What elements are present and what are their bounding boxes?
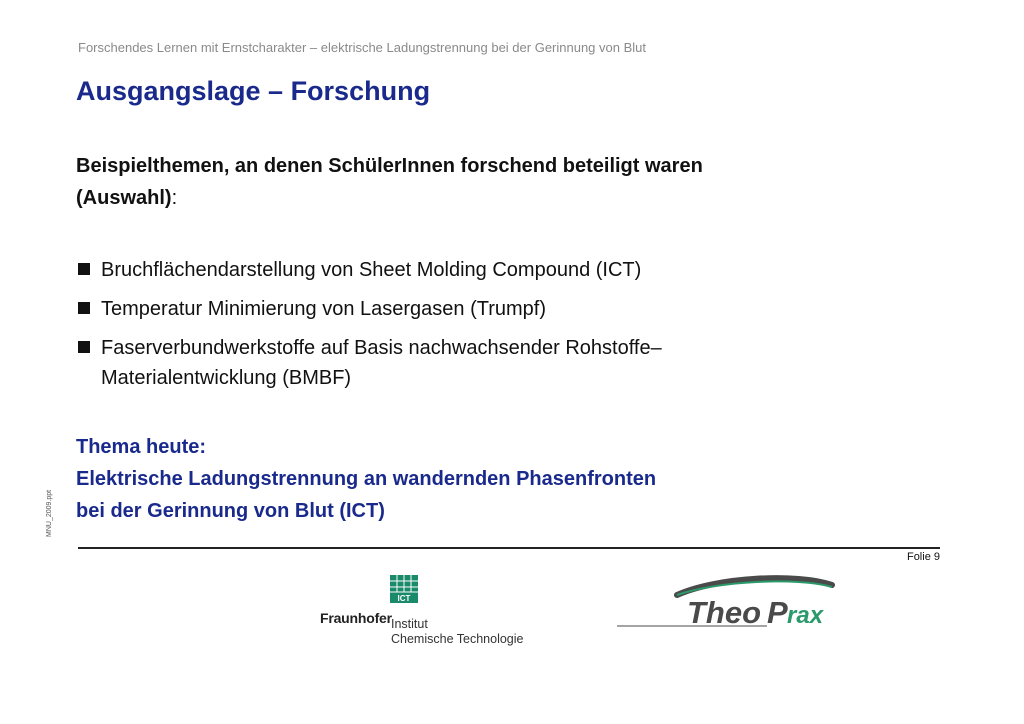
square-bullet-icon [78,341,90,353]
list-item-text: Bruchflächendarstellung von Sheet Molding Compound (ICT) [101,259,642,281]
intro-line-2 [76,182,836,214]
list-item [76,333,796,393]
list-item [76,294,796,324]
intro-colon: : [171,187,178,209]
today-label: Thema heute: [76,436,207,458]
intro-selection-label: (Auswahl) [76,187,172,209]
today-topic [76,431,836,527]
file-code: MNU_2009.ppt [46,489,53,537]
institute-name [391,617,524,647]
list-item-text-continued: Materialentwicklung (BMBF) [101,367,352,389]
square-bullet-icon [78,263,90,275]
today-line-1: Elektrische Ladungstrennung an wandernden Phasenfronten [76,468,657,490]
running-header: Forschendes Lernen mit Ernstcharakter – elektrische Ladungstrennung bei der Gerinnung von Blut [78,40,646,55]
square-bullet-icon [78,302,90,314]
ict-mark-icon [390,575,418,603]
theoprax-theo: Theo [687,595,762,630]
fraunhofer-ict-logo [318,575,538,645]
institute-line-1: Institut [391,617,428,631]
intro-line-1: Beispielthemen, an denen SchülerInnen forschend beteiligt waren [76,155,703,177]
slide-title: Ausgangslage – Forschung [76,76,431,106]
today-line-2: bei der Gerinnung von Blut (ICT) [76,500,385,522]
theoprax-logo [617,575,847,633]
topic-list [76,255,796,402]
intro-text [76,150,836,214]
ict-mark-text: ICT [397,594,411,603]
footer-divider [78,547,940,549]
slide-number: Folie 9 [906,551,940,563]
list-item [76,255,796,285]
theoprax-p-icon: P [767,595,788,630]
list-item-text: Temperatur Minimierung von Lasergasen (Trumpf) [101,298,546,320]
fraunhofer-name: Fraunhofer [320,610,392,626]
institute-line-2: Chemische Technologie [391,632,524,646]
list-item-text: Faserverbundwerkstoffe auf Basis nachwachsender Rohstoffe– [101,337,662,359]
theoprax-rax: rax [787,602,824,629]
